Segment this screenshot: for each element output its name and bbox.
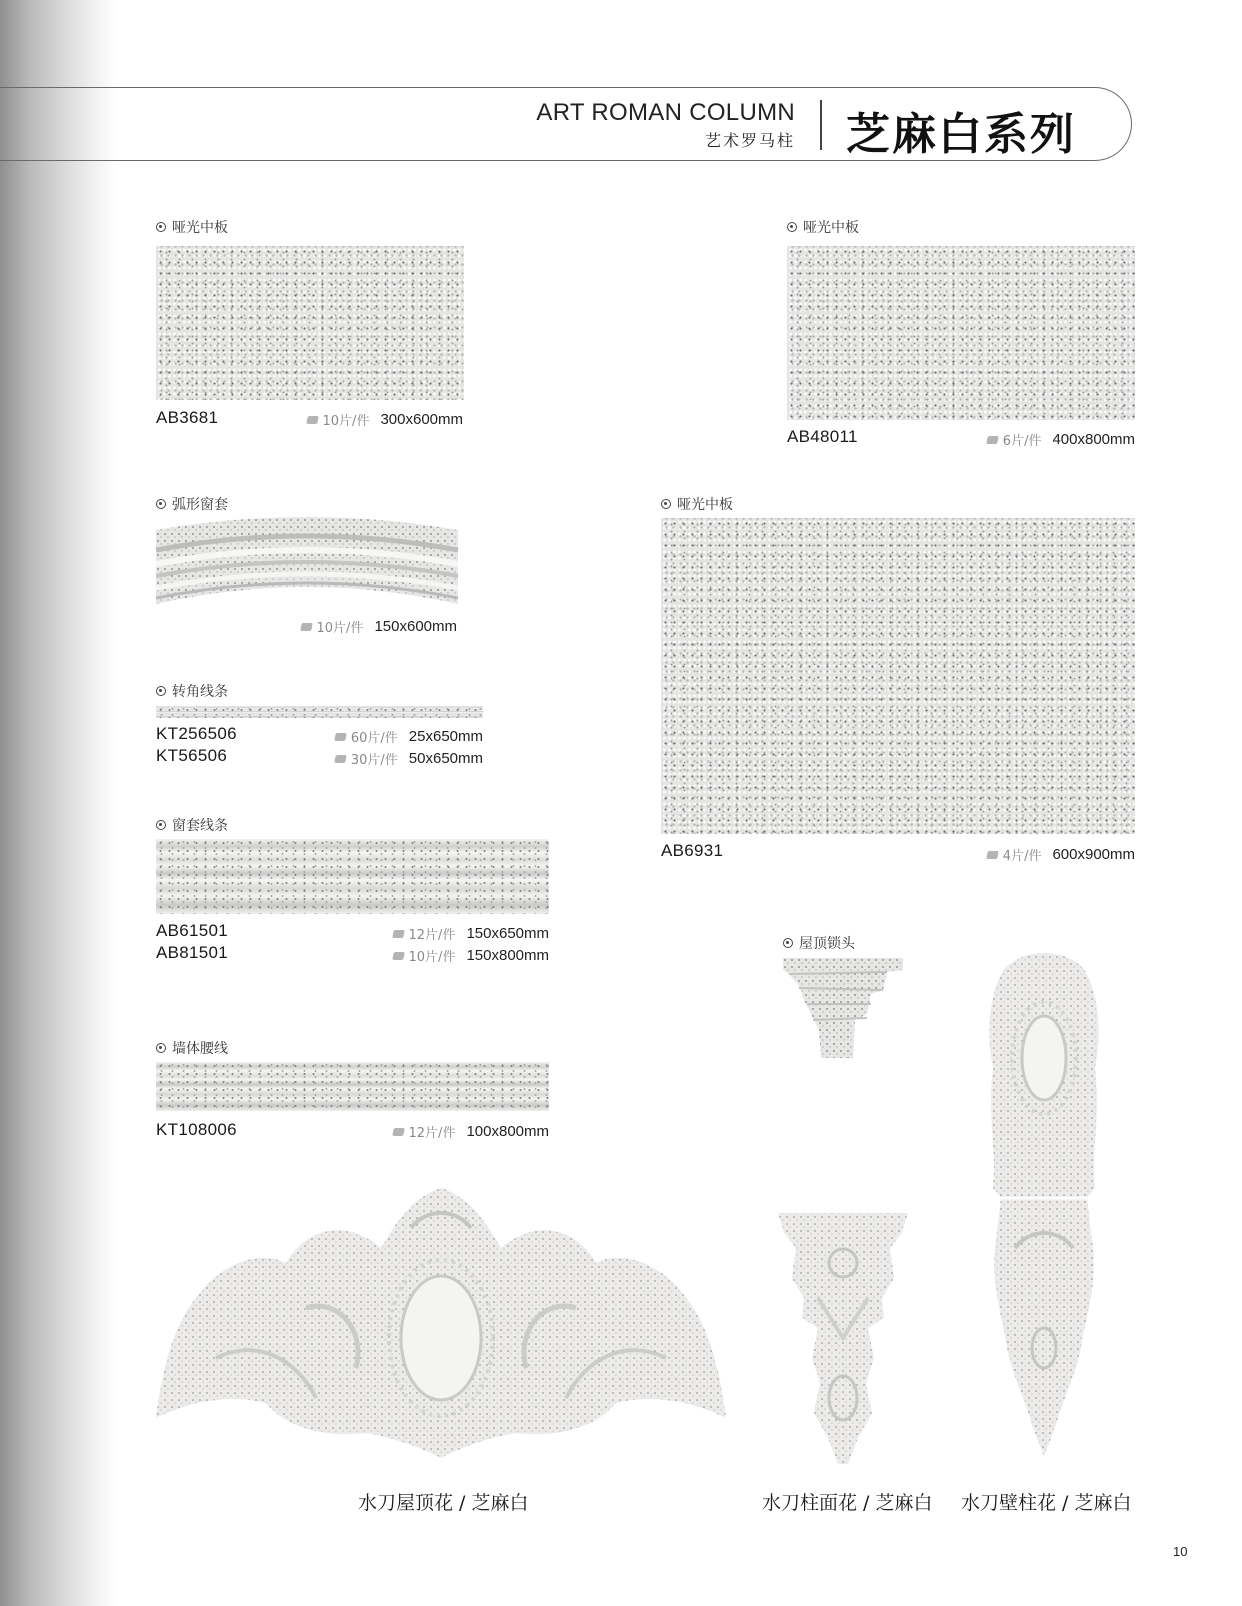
product-spec: 10片/件 150x800mm (393, 946, 549, 965)
radio-bullet-icon (783, 938, 793, 948)
radio-bullet-icon (156, 820, 166, 830)
pilaster-flower-image (985, 948, 1103, 1456)
product-label: 墙体腰线 (156, 1038, 228, 1058)
product-spec: 10片/件 150x600mm (301, 617, 457, 636)
radio-bullet-icon (787, 222, 797, 232)
radio-bullet-icon (661, 499, 671, 509)
package-icon (392, 952, 405, 960)
column-face-flower-caption: 水刀柱面花 / 芝麻白 (762, 1492, 933, 1514)
series-title: 芝麻白系列 (846, 109, 1076, 160)
product-spec: 60片/件 25x650mm (335, 727, 483, 746)
product-label: 窗套线条 (156, 815, 228, 835)
product-label: 屋顶锁头 (783, 933, 855, 953)
radio-bullet-icon (156, 499, 166, 509)
product-spec: 30片/件 50x650mm (335, 749, 483, 768)
radio-bullet-icon (156, 686, 166, 696)
package-icon (334, 755, 347, 763)
package-icon (392, 1128, 405, 1136)
product-label: 哑光中板 (156, 217, 228, 237)
tile-swatch-ab6931 (661, 518, 1135, 834)
product-spec: 6片/件 400x800mm (987, 430, 1135, 449)
product-code: AB3681 (156, 408, 219, 427)
product-label: 转角线条 (156, 681, 228, 701)
tile-swatch-ab48011 (787, 246, 1135, 420)
column-face-flower-image (778, 1208, 908, 1464)
product-label: 弧形窗套 (156, 494, 228, 514)
product-code: AB6931 (661, 841, 724, 860)
window-line-image (156, 839, 549, 914)
product-label: 哑光中板 (787, 217, 859, 237)
corner-line-image (156, 706, 483, 718)
product-code: AB81501 (156, 943, 229, 962)
product-code: KT56506 (156, 746, 228, 765)
product-spec: 12片/件 150x650mm (393, 924, 549, 943)
package-icon (986, 436, 999, 444)
package-icon (300, 623, 313, 631)
product-code: AB48011 (787, 427, 858, 446)
package-icon (306, 416, 319, 424)
page-number: 10 (1173, 1544, 1188, 1559)
roof-flower-carving-image (156, 1188, 726, 1468)
roof-flower-caption: 水刀屋顶花 / 芝麻白 (358, 1492, 529, 1514)
product-spec: 12片/件 100x800mm (393, 1122, 549, 1141)
product-label: 哑光中板 (661, 494, 733, 514)
arch-frame-image (156, 518, 458, 606)
roof-keystone-image (783, 958, 903, 1060)
page-spine-shadow (0, 0, 115, 1606)
pilaster-flower-caption: 水刀壁柱花 / 芝麻白 (961, 1492, 1132, 1514)
product-code: KT256506 (156, 724, 237, 743)
package-icon (986, 851, 999, 859)
tile-swatch-ab3681 (156, 246, 464, 400)
waist-line-image (156, 1062, 549, 1111)
radio-bullet-icon (156, 1043, 166, 1053)
header-title-en: ART ROMAN COLUMN (536, 99, 795, 126)
product-spec: 10片/件 300x600mm (307, 410, 463, 429)
product-code: KT108006 (156, 1120, 237, 1139)
package-icon (392, 930, 405, 938)
radio-bullet-icon (156, 222, 166, 232)
header-divider (820, 100, 822, 150)
package-icon (334, 733, 347, 741)
product-code: AB61501 (156, 921, 229, 940)
product-spec: 4片/件 600x900mm (987, 845, 1135, 864)
header-title-cn: 艺术罗马柱 (704, 131, 795, 150)
